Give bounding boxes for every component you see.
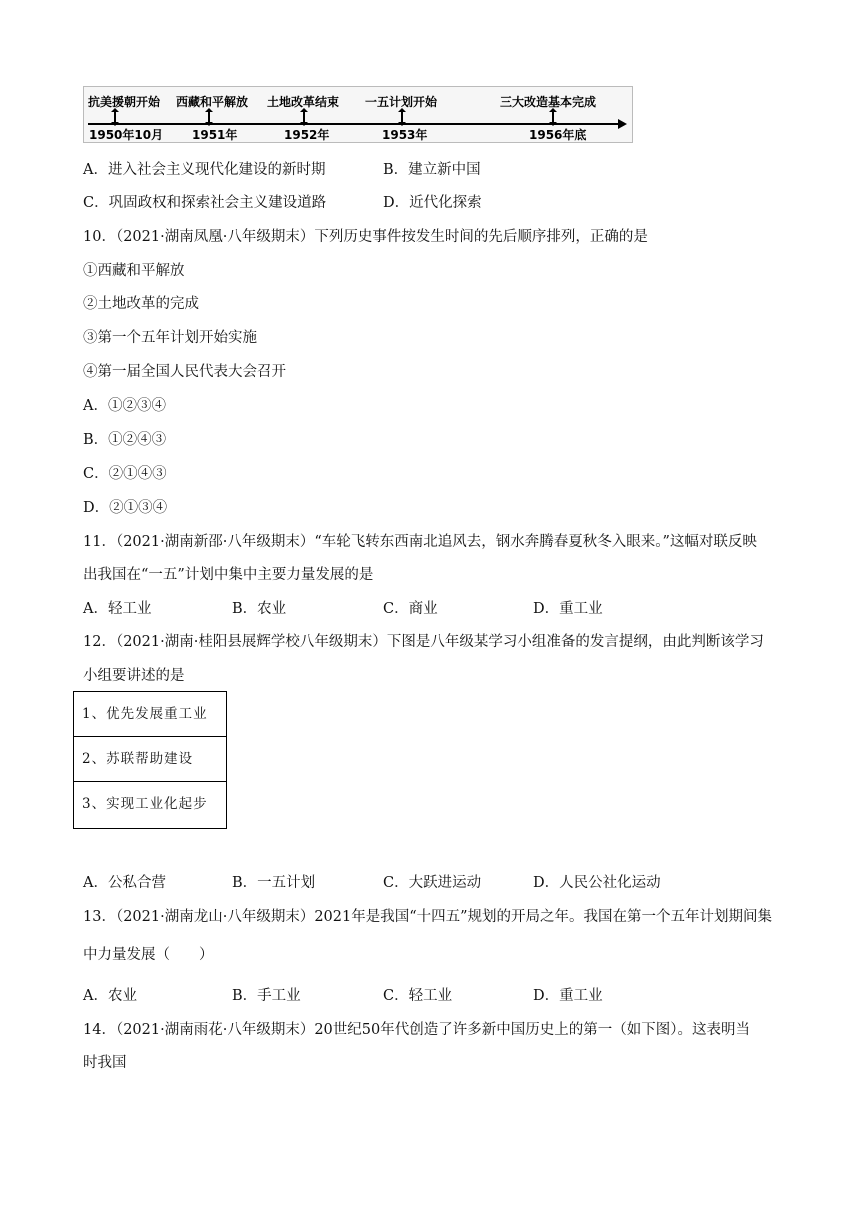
q11-stem-line2: 出我国在“一五”计划中集中主要力量发展的是 (83, 567, 374, 583)
timeline-event-label: 抗美援朝开始 (88, 95, 161, 109)
q13-option-b: B．手工业 (232, 988, 301, 1004)
q13-option-d: D．重工业 (533, 988, 603, 1004)
q10-item: ①西藏和平解放 (83, 263, 185, 279)
q10-item: ④第一届全国人民代表大会召开 (83, 364, 286, 380)
outline-item: 1、优先发展重工业 (74, 692, 226, 737)
q10-option-a: A．①②③④ (83, 398, 166, 414)
timeline-event-label: 土地改革结束 (267, 95, 340, 109)
timeline-event-label: 一五计划开始 (365, 95, 438, 109)
q12-option-d: D．人民公社化运动 (533, 875, 661, 891)
q9-option-b: B．建立新中国 (383, 162, 481, 178)
q11-option-d: D．重工业 (533, 601, 603, 617)
q13-stem-line1: 13．（2021·湖南龙山·八年级期末）2021年是我国“十四五”规划的开局之年。我国在第一个五年计划期间集 (83, 909, 773, 925)
q13-stem-line2: 中力量发展（ ） (83, 947, 214, 963)
q12-stem-line2: 小组要讲述的是 (83, 668, 185, 684)
timeline-axis (88, 123, 620, 125)
q12-option-b: B．一五计划 (232, 875, 316, 891)
timeline-marker (552, 110, 554, 124)
timeline-arrow-icon (618, 119, 627, 129)
q10-option-b: B．①②④③ (83, 432, 167, 448)
q10-option-d: D．②①③④ (83, 500, 168, 516)
q13-option-a: A．农业 (83, 988, 137, 1004)
q9-option-d: D．近代化探索 (383, 195, 482, 211)
q11-option-b: B．农业 (232, 601, 287, 617)
q12-stem-line1: 12．（2021·湖南·桂阳县展辉学校八年级期末）下图是八年级某学习小组准备的发言提纲，由此判断该学习 (83, 634, 764, 650)
q12-option-a: A．公私合营 (83, 875, 166, 891)
timeline-date: 1951年 (192, 128, 238, 142)
timeline-event-label: 西藏和平解放 (176, 95, 249, 109)
timeline-date: 1956年底 (529, 128, 587, 142)
q10-option-c: C．②①④③ (83, 466, 167, 482)
outline-item: 3、实现工业化起步 (82, 796, 208, 812)
timeline-date: 1953年 (382, 128, 428, 142)
timeline-marker (208, 110, 210, 124)
q11-option-c: C．商业 (383, 601, 438, 617)
outline-item: 2、苏联帮助建设 (74, 737, 226, 782)
speech-outline-box (73, 691, 227, 829)
q10-stem: 10．（2021·湖南凤凰·八年级期末）下列历史事件按发生时间的先后顺序排列，正确的是 (83, 229, 648, 245)
q14-stem-line2: 时我国 (83, 1055, 127, 1071)
q10-item: ②土地改革的完成 (83, 296, 199, 312)
q13-option-c: C．轻工业 (383, 988, 453, 1004)
timeline-date: 1950年10月 (89, 128, 164, 142)
q12-option-c: C．大跃进运动 (383, 875, 482, 891)
q10-item: ③第一个五年计划开始实施 (83, 330, 257, 346)
q9-option-a: A．进入社会主义现代化建设的新时期 (83, 162, 326, 178)
timeline-event-label: 三大改造基本完成 (500, 95, 597, 109)
q11-stem-line1: 11．（2021·湖南新邵·八年级期末）“车轮飞转东西南北追风去，钢水奔腾春夏秋冬入眼来。”这幅对联反映 (83, 534, 757, 550)
q11-option-a: A．轻工业 (83, 601, 152, 617)
timeline-marker (303, 110, 305, 124)
timeline-date: 1952年 (284, 128, 330, 142)
timeline-marker (401, 110, 403, 124)
timeline-marker (114, 110, 116, 124)
q9-option-c: C．巩固政权和探索社会主义建设道路 (83, 195, 327, 211)
q14-stem-line1: 14．（2021·湖南雨花·八年级期末）20世纪50年代创造了许多新中国历史上的第一（如下图）。这表明当 (83, 1022, 750, 1038)
timeline-figure (83, 86, 633, 143)
